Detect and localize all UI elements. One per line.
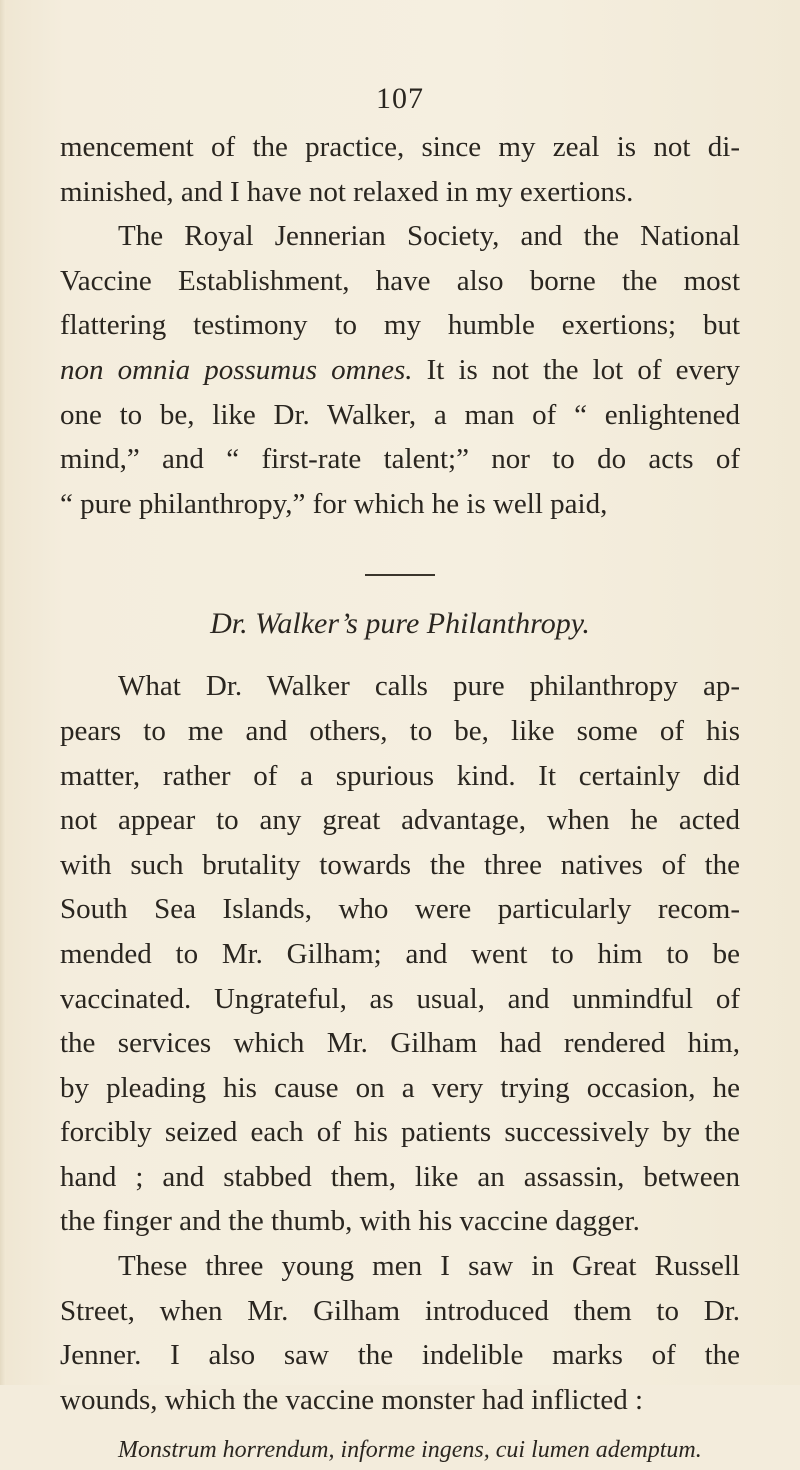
latin-quotation: Monstrum horrendum, informe ingens, cui lumen ademptum. (118, 1437, 702, 1464)
text-line: matter, rather of a spurious kind. It certainly did (60, 759, 740, 792)
text-line: mended to Mr. Gilham; and went to him to be (60, 937, 740, 970)
text-line: flattering testimony to my humble exertions; but (60, 309, 740, 342)
section-title: Dr. Walker’s pure Philanthropy. (210, 607, 590, 641)
latin-phrase: non omnia possumus omnes. (60, 353, 413, 386)
text-line: minished, and I have not relaxed in my exertions. (60, 175, 634, 208)
text-line: What Dr. Walker calls pure philanthropy ap- (118, 670, 740, 703)
text-line: the services which Mr. Gilham had rendered him, (60, 1027, 740, 1060)
text-line: mind,” and “ first-rate talent;” nor to do acts of (60, 443, 740, 476)
text-line: Vaccine Establishment, have also borne the most (60, 264, 740, 297)
section-divider (365, 574, 435, 576)
text-line: hand ; and stabbed them, like an assassin, between (60, 1160, 740, 1193)
text-line: the finger and the thumb, with his vaccine dagger. (60, 1205, 640, 1238)
text-line (60, 348, 740, 393)
text-line: South Sea Islands, who were particularly recom- (60, 893, 740, 926)
text-line: wounds, which the vaccine monster had inflicted : (60, 1383, 644, 1416)
page-spine-edge (0, 0, 6, 1385)
text-line: pears to me and others, to be, like some of his (60, 714, 740, 747)
text-body (60, 125, 740, 1470)
text-line: vaccinated. Ungrateful, as usual, and unmindful of (60, 982, 740, 1015)
text-line: Street, when Mr. Gilham introduced them to Dr. (60, 1294, 740, 1327)
text-line: one to be, like Dr. Walker, a man of “ enlightened (60, 398, 740, 431)
text-line: with such brutality towards the three natives of the (60, 848, 740, 881)
text-line: Jenner. I also saw the indelible marks of the (60, 1339, 740, 1372)
text-line: These three young men I saw in Great Russell (118, 1250, 740, 1283)
text-line: by pleading his cause on a very trying occasion, he (60, 1071, 740, 1104)
text-line: forcibly seized each of his patients successively by the (60, 1116, 740, 1149)
page-number: 107 (376, 82, 424, 115)
text-line: not appear to any great advantage, when he acted (60, 804, 740, 837)
text-line: mencement of the practice, since my zeal is not di- (60, 131, 740, 163)
text-fragment: It is not the lot of every (412, 353, 741, 386)
text-line: The Royal Jennerian Society, and the National (118, 220, 740, 253)
text-line: “ pure philanthropy,” for which he is well paid, (60, 487, 608, 520)
